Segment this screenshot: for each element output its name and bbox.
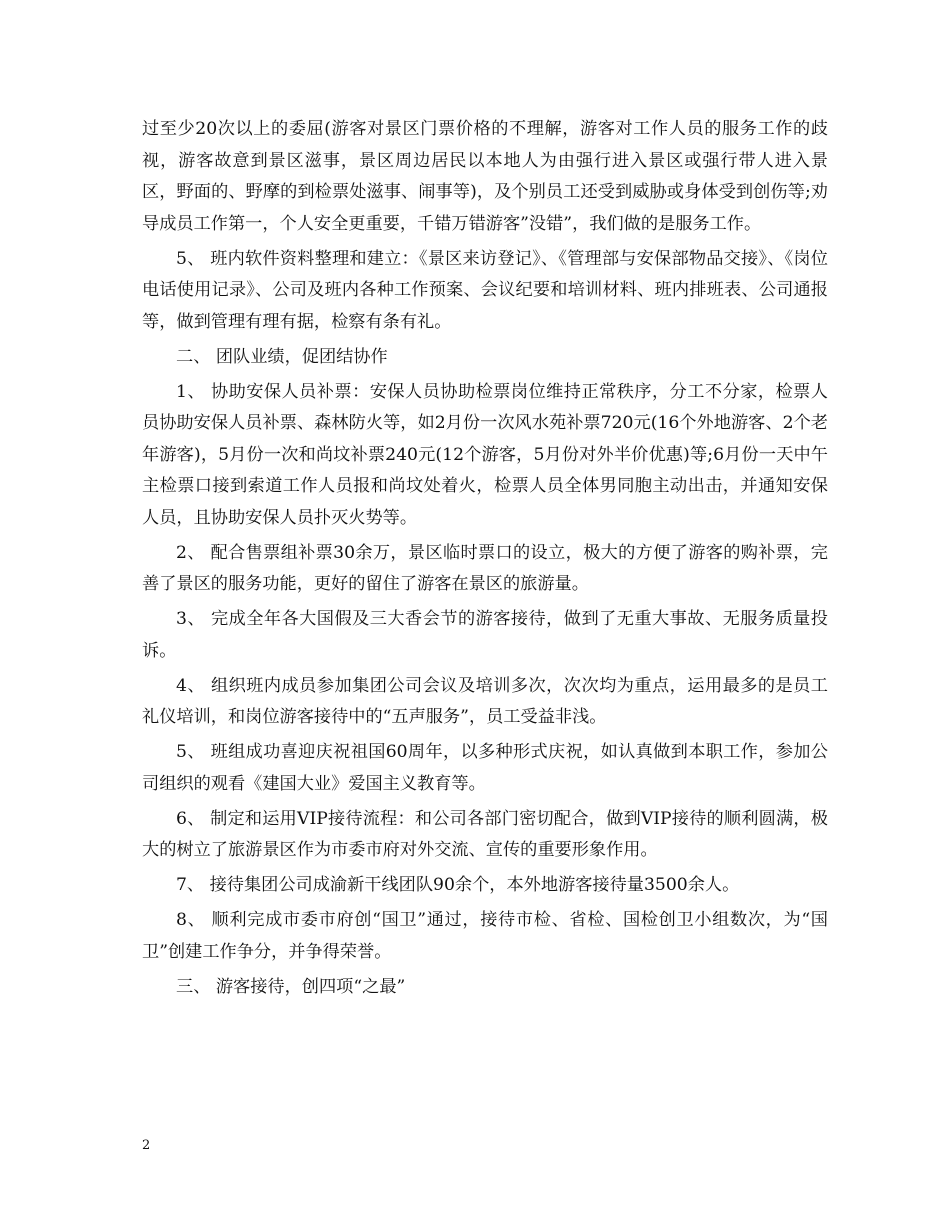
paragraph-item-7-groups: 7、 接待集团公司成渝新干线团队90余个，本外地游客接待量3500余人。 [176, 875, 740, 895]
paragraph-item-3-holidays: 3、 完成全年各大国假及三大香会节的游客接待，做到了无重大事故、无服务质量投诉。 [142, 609, 828, 661]
document-body [142, 114, 828, 1007]
paragraph-item-8-sanitation: 8、 顺利完成市委市府创“国卫”通过，接待市检、省检、国检创卫小组数次，为“国卫”创建工作争分，并争得荣誉。 [142, 910, 828, 962]
paragraph-item-6-vip: 6、 制定和运用VIP接待流程：和公司各部门密切配合，做到VIP接待的顺利圆满，极大的树立了旅游景区作为市委市府对外交流、宣传的重要形象作用。 [142, 808, 828, 860]
paragraph-item-2-ticketing: 2、 配合售票组补票30余万，景区临时票口的设立，极大的方便了游客的购补票，完善了景区的服务功能，更好的留住了游客在景区的旅游量。 [142, 542, 828, 594]
section-heading-visitor-reception: 三、 游客接待，创四项“之最” [176, 976, 406, 997]
section-heading-team-performance: 二、 团队业绩，促团结协作 [176, 346, 388, 367]
paragraph-item-5-anniversary: 5、 班组成功喜迎庆祝祖国60周年，以多种形式庆祝，如认真做到本职工作，参加公司组织的观看《建国大业》爱国主义教育等。 [142, 742, 828, 794]
paragraph-complaints-continued: 过至少20次以上的委屈(游客对景区门票价格的不理解，游客对工作人员的服务工作的歧视，游客故意到景区滋事，景区周边居民以本地人为由强行进入景区或强行带人进入景区，野面的、野摩的到检票处滋事、闹事等)，及个别员工还受到威胁或身体受到创伤等;劝导成员工作第一，个人安全更重要，千错万错游客”没错”，我们做的是服务工作。 [142, 119, 828, 234]
paragraph-item-5-records: 5、 班内软件资料整理和建立：《景区来访登记》、《管理部与安保部物品交接》、《岗位电话使用记录》、公司及班内各种工作预案、会议纪要和培训材料、班内排班表、公司通报等，做到管理有理有据，检察有条有礼。 [142, 248, 828, 332]
paragraph-item-4-training: 4、 组织班内成员参加集团公司会议及培训多次，次次均为重点，运用最多的是员工礼仪培训，和岗位游客接待中的“五声服务”，员工受益非浅。 [142, 675, 828, 727]
page-number: 2 [142, 1138, 151, 1153]
paragraph-item-1-assist-security: 1、 协助安保人员补票：安保人员协助检票岗位维持正常秩序，分工不分家，检票人员协助安保人员补票、森林防火等，如2月份一次风水苑补票720元(16个外地游客、2个老年游客)，5月份一次和尚坟补票240元(12个游客，5月份对外半价优惠)等;6月份一天中午主检票口接到索道工作人员报和尚坟处着火，检票人员全体男同胞主动出击，并通知安保人员，且协助安保人员扑灭火势等。 [142, 381, 828, 528]
